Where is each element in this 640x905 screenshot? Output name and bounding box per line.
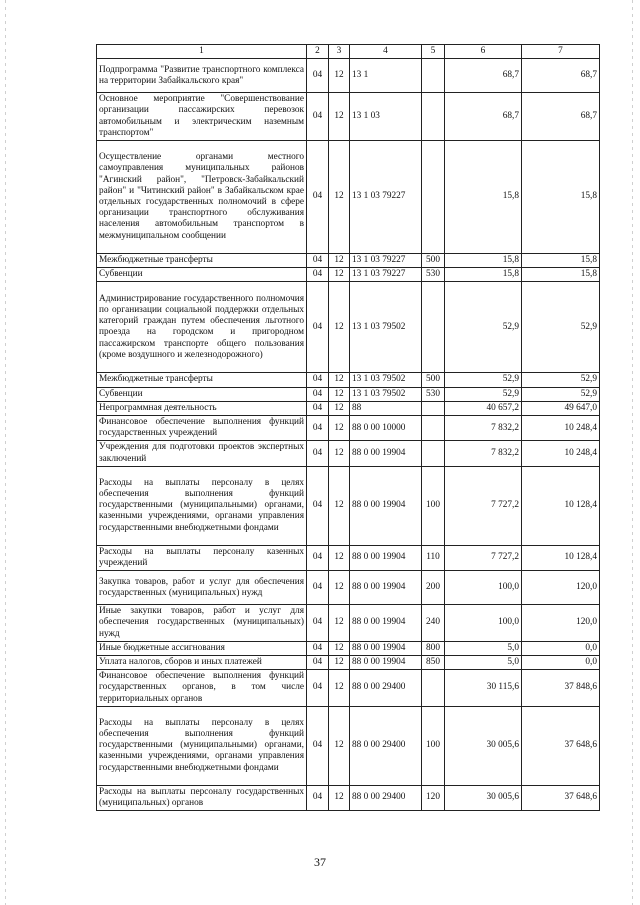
row-section-cell: 04 xyxy=(307,141,329,254)
row-name-cell: Финансовое обеспечение выполнения функций государственных учреждений xyxy=(97,416,307,441)
row-amount-year1-cell: 68,7 xyxy=(445,59,522,93)
row-section-cell: 04 xyxy=(307,670,329,707)
row-amount-year1-cell: 7 727,2 xyxy=(445,545,522,570)
row-amount-year1-cell: 30 005,6 xyxy=(445,785,522,810)
row-amount-year2-cell: 10 128,4 xyxy=(522,466,600,545)
row-amount-year1-cell: 30 005,6 xyxy=(445,706,522,785)
row-subsection-cell: 12 xyxy=(329,641,350,655)
row-subsection-cell: 12 xyxy=(329,670,350,707)
row-amount-year1-cell: 7 727,2 xyxy=(445,466,522,545)
row-amount-year1-cell: 100,0 xyxy=(445,605,522,642)
row-name-cell: Межбюджетные трансферты xyxy=(97,373,307,387)
row-target-code-cell: 13 1 03 79502 xyxy=(350,282,422,373)
row-subsection-cell: 12 xyxy=(329,141,350,254)
row-name-cell: Администрирование государственного полномочия по организации социальной поддержки отдельных категорий граждан путем обеспечения льготного проезда на городском и пригородном пассажирском транспорте общего пользования (кроме воздушного и железнодорожного) xyxy=(97,282,307,373)
row-expense-type-cell: 200 xyxy=(422,571,445,605)
row-target-code-cell: 13 1 xyxy=(350,59,422,93)
row-target-code-cell: 13 1 03 79502 xyxy=(350,373,422,387)
table-row xyxy=(97,254,600,268)
row-amount-year1-cell: 40 657,2 xyxy=(445,401,522,415)
row-target-code-cell: 13 1 03 79227 xyxy=(350,141,422,254)
header-cell: 4 xyxy=(350,45,422,59)
row-amount-year1-cell: 52,9 xyxy=(445,387,522,401)
row-target-code-cell: 88 0 00 10000 xyxy=(350,416,422,441)
row-amount-year1-cell: 100,0 xyxy=(445,571,522,605)
row-subsection-cell: 12 xyxy=(329,401,350,415)
row-amount-year2-cell: 37 848,6 xyxy=(522,670,600,707)
row-amount-year2-cell: 10 248,4 xyxy=(522,441,600,466)
row-target-code-cell: 88 0 00 29400 xyxy=(350,706,422,785)
row-section-cell: 04 xyxy=(307,282,329,373)
row-expense-type-cell xyxy=(422,282,445,373)
table-row xyxy=(97,571,600,605)
row-amount-year2-cell: 49 647,0 xyxy=(522,401,600,415)
row-amount-year2-cell: 52,9 xyxy=(522,282,600,373)
row-expense-type-cell: 240 xyxy=(422,605,445,642)
row-amount-year2-cell: 37 648,6 xyxy=(522,706,600,785)
row-section-cell: 04 xyxy=(307,401,329,415)
row-amount-year1-cell: 15,8 xyxy=(445,268,522,282)
row-name-cell: Иные бюджетные ассигнования xyxy=(97,641,307,655)
row-subsection-cell: 12 xyxy=(329,656,350,670)
row-subsection-cell: 12 xyxy=(329,545,350,570)
table-row xyxy=(97,282,600,373)
header-cell: 2 xyxy=(307,45,329,59)
row-amount-year2-cell: 0,0 xyxy=(522,641,600,655)
table-row xyxy=(97,93,600,141)
row-subsection-cell: 12 xyxy=(329,706,350,785)
row-subsection-cell: 12 xyxy=(329,571,350,605)
row-amount-year1-cell: 52,9 xyxy=(445,282,522,373)
row-section-cell: 04 xyxy=(307,268,329,282)
row-name-cell: Непрограммная деятельность xyxy=(97,401,307,415)
row-target-code-cell: 88 0 00 19904 xyxy=(350,571,422,605)
row-name-cell: Расходы на выплаты персоналу государственных (муниципальных) органов xyxy=(97,785,307,810)
row-amount-year2-cell: 15,8 xyxy=(522,254,600,268)
row-expense-type-cell xyxy=(422,141,445,254)
table-row xyxy=(97,706,600,785)
table-row xyxy=(97,785,600,810)
row-subsection-cell: 12 xyxy=(329,254,350,268)
row-amount-year2-cell: 52,9 xyxy=(522,373,600,387)
row-subsection-cell: 12 xyxy=(329,373,350,387)
row-amount-year2-cell: 37 648,6 xyxy=(522,785,600,810)
row-expense-type-cell: 110 xyxy=(422,545,445,570)
table-row xyxy=(97,670,600,707)
row-expense-type-cell: 530 xyxy=(422,268,445,282)
row-expense-type-cell xyxy=(422,670,445,707)
row-section-cell: 04 xyxy=(307,641,329,655)
row-amount-year1-cell: 52,9 xyxy=(445,373,522,387)
row-amount-year2-cell: 68,7 xyxy=(522,59,600,93)
row-amount-year1-cell: 15,8 xyxy=(445,254,522,268)
row-expense-type-cell: 500 xyxy=(422,373,445,387)
table-row xyxy=(97,141,600,254)
row-amount-year2-cell: 15,8 xyxy=(522,268,600,282)
row-target-code-cell: 88 xyxy=(350,401,422,415)
budget-table-container xyxy=(96,44,599,811)
row-expense-type-cell: 120 xyxy=(422,785,445,810)
table-header-row xyxy=(97,45,600,59)
row-target-code-cell: 88 0 00 19904 xyxy=(350,466,422,545)
row-expense-type-cell: 100 xyxy=(422,706,445,785)
row-name-cell: Межбюджетные трансферты xyxy=(97,254,307,268)
row-expense-type-cell: 850 xyxy=(422,656,445,670)
row-section-cell: 04 xyxy=(307,785,329,810)
row-amount-year2-cell: 120,0 xyxy=(522,571,600,605)
row-expense-type-cell xyxy=(422,416,445,441)
row-name-cell: Субвенции xyxy=(97,387,307,401)
row-subsection-cell: 12 xyxy=(329,466,350,545)
row-amount-year1-cell: 5,0 xyxy=(445,656,522,670)
row-name-cell: Расходы на выплаты персоналу в целях обеспечения выполнения функций государственными (муниципальными) органами, казенными учреждениями, органами управления государственными внебюджетными фондами xyxy=(97,466,307,545)
table-row xyxy=(97,466,600,545)
budget-table xyxy=(96,44,600,811)
row-subsection-cell: 12 xyxy=(329,605,350,642)
row-section-cell: 04 xyxy=(307,466,329,545)
row-section-cell: 04 xyxy=(307,59,329,93)
row-amount-year2-cell: 120,0 xyxy=(522,605,600,642)
row-name-cell: Учреждения для подготовки проектов экспертных заключений xyxy=(97,441,307,466)
row-target-code-cell: 88 0 00 19904 xyxy=(350,656,422,670)
row-amount-year1-cell: 5,0 xyxy=(445,641,522,655)
row-expense-type-cell: 500 xyxy=(422,254,445,268)
row-amount-year1-cell: 30 115,6 xyxy=(445,670,522,707)
row-target-code-cell: 13 1 03 xyxy=(350,93,422,141)
row-name-cell: Субвенции xyxy=(97,268,307,282)
row-target-code-cell: 13 1 03 79227 xyxy=(350,268,422,282)
row-name-cell: Подпрограмма "Развитие транспортного комплекса на территории Забайкальского края" xyxy=(97,59,307,93)
table-row xyxy=(97,387,600,401)
row-section-cell: 04 xyxy=(307,571,329,605)
row-name-cell: Осуществление органами местного самоуправления муниципальных районов "Агинский район", "Петровск-Забайкальский район" и "Читинский район" в Забайкальском крае отдельных государственных полномочий в сфере организации транспортного обслуживания населения автомобильным транспортом в межмуниципальном сообщении xyxy=(97,141,307,254)
row-expense-type-cell xyxy=(422,441,445,466)
table-row xyxy=(97,373,600,387)
table-row xyxy=(97,605,600,642)
row-name-cell: Иные закупки товаров, работ и услуг для обеспечения государственных (муниципальных) нужд xyxy=(97,605,307,642)
row-amount-year2-cell: 10 128,4 xyxy=(522,545,600,570)
header-cell: 7 xyxy=(522,45,600,59)
row-section-cell: 04 xyxy=(307,545,329,570)
row-subsection-cell: 12 xyxy=(329,387,350,401)
row-target-code-cell: 88 0 00 19904 xyxy=(350,605,422,642)
row-target-code-cell: 13 1 03 79227 xyxy=(350,254,422,268)
row-expense-type-cell xyxy=(422,401,445,415)
row-amount-year2-cell: 68,7 xyxy=(522,93,600,141)
table-row xyxy=(97,268,600,282)
row-amount-year2-cell: 0,0 xyxy=(522,656,600,670)
row-name-cell: Финансовое обеспечение выполнения функций государственных органов, в том числе территориальных органов xyxy=(97,670,307,707)
row-name-cell: Расходы на выплаты персоналу в целях обеспечения выполнения функций государственными (муниципальными) органами, казенными учреждениями, органами управления государственными внебюджетными фондами xyxy=(97,706,307,785)
header-cell: 5 xyxy=(422,45,445,59)
row-amount-year1-cell: 15,8 xyxy=(445,141,522,254)
table-row xyxy=(97,401,600,415)
row-subsection-cell: 12 xyxy=(329,416,350,441)
row-name-cell: Основное мероприятие "Совершенствование организации пассажирских перевозок автомобильным и электрическим наземным транспортом" xyxy=(97,93,307,141)
table-row xyxy=(97,656,600,670)
row-section-cell: 04 xyxy=(307,93,329,141)
table-row xyxy=(97,59,600,93)
row-target-code-cell: 88 0 00 19904 xyxy=(350,641,422,655)
row-section-cell: 04 xyxy=(307,387,329,401)
row-section-cell: 04 xyxy=(307,441,329,466)
table-row xyxy=(97,641,600,655)
row-target-code-cell: 88 0 00 19904 xyxy=(350,441,422,466)
row-name-cell: Закупка товаров, работ и услуг для обеспечения государственных (муниципальных) нужд xyxy=(97,571,307,605)
row-amount-year2-cell: 52,9 xyxy=(522,387,600,401)
row-section-cell: 04 xyxy=(307,706,329,785)
row-expense-type-cell xyxy=(422,59,445,93)
row-target-code-cell: 13 1 03 79502 xyxy=(350,387,422,401)
row-section-cell: 04 xyxy=(307,605,329,642)
row-expense-type-cell: 100 xyxy=(422,466,445,545)
row-subsection-cell: 12 xyxy=(329,441,350,466)
row-amount-year1-cell: 7 832,2 xyxy=(445,441,522,466)
row-amount-year1-cell: 68,7 xyxy=(445,93,522,141)
header-cell: 3 xyxy=(329,45,350,59)
row-subsection-cell: 12 xyxy=(329,268,350,282)
table-row xyxy=(97,441,600,466)
header-cell: 1 xyxy=(97,45,307,59)
row-target-code-cell: 88 0 00 29400 xyxy=(350,670,422,707)
row-subsection-cell: 12 xyxy=(329,785,350,810)
row-name-cell: Расходы на выплаты персоналу казенных учреждений xyxy=(97,545,307,570)
row-amount-year2-cell: 10 248,4 xyxy=(522,416,600,441)
row-section-cell: 04 xyxy=(307,416,329,441)
row-target-code-cell: 88 0 00 19904 xyxy=(350,545,422,570)
row-section-cell: 04 xyxy=(307,254,329,268)
row-expense-type-cell: 530 xyxy=(422,387,445,401)
row-subsection-cell: 12 xyxy=(329,93,350,141)
row-expense-type-cell: 800 xyxy=(422,641,445,655)
table-row xyxy=(97,416,600,441)
row-name-cell: Уплата налогов, сборов и иных платежей xyxy=(97,656,307,670)
row-section-cell: 04 xyxy=(307,373,329,387)
table-row xyxy=(97,545,600,570)
row-amount-year2-cell: 15,8 xyxy=(522,141,600,254)
row-subsection-cell: 12 xyxy=(329,282,350,373)
row-target-code-cell: 88 0 00 29400 xyxy=(350,785,422,810)
row-subsection-cell: 12 xyxy=(329,59,350,93)
row-section-cell: 04 xyxy=(307,656,329,670)
row-expense-type-cell xyxy=(422,93,445,141)
header-cell: 6 xyxy=(445,45,522,59)
row-amount-year1-cell: 7 832,2 xyxy=(445,416,522,441)
page-number: 37 xyxy=(314,855,326,869)
